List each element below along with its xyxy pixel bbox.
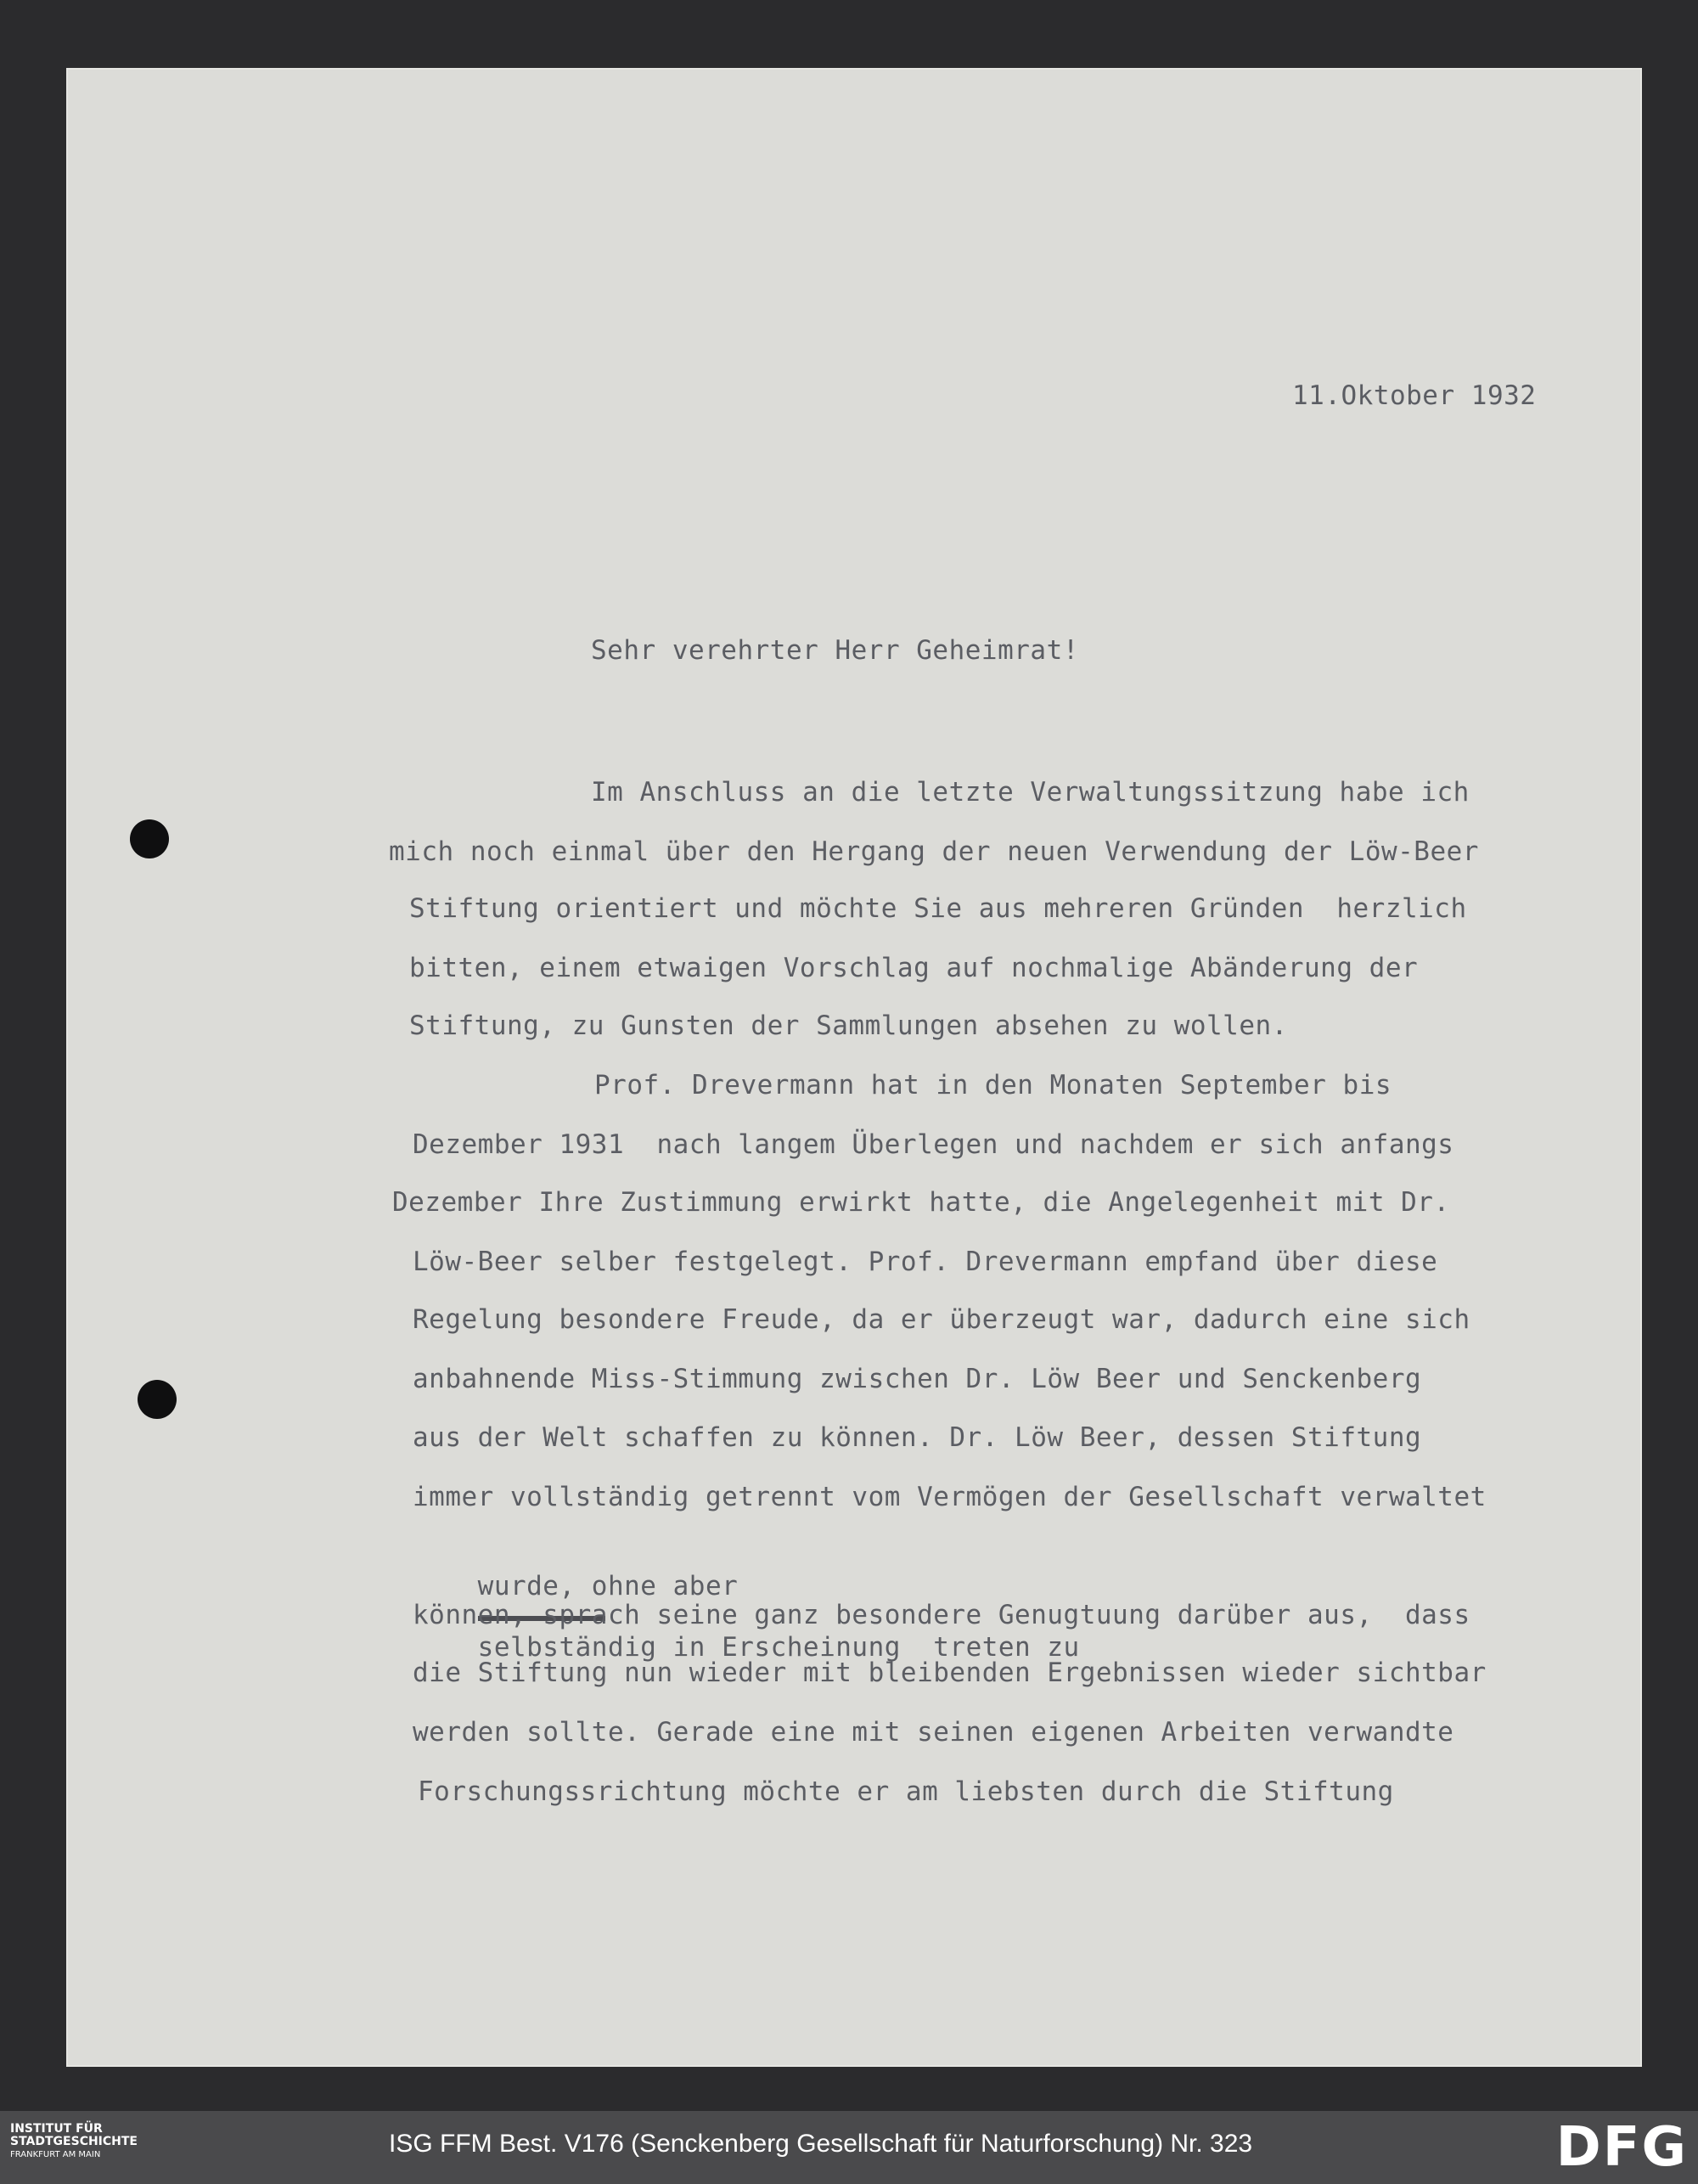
body-line: können, sprach seine ganz besondere Genugtuung darüber aus, dass (413, 1600, 1470, 1630)
body-line: aus der Welt schaffen zu können. Dr. Löw Beer, dessen Stiftung (413, 1422, 1422, 1453)
punch-hole-top (130, 819, 169, 858)
body-line: immer vollständig getrennt vom Vermögen der Gesellschaft verwaltet (413, 1482, 1487, 1512)
archive-caption: ISG FFM Best. V176 (Senckenberg Gesellschaft für Naturforschung) Nr. 323 (389, 2130, 1253, 2158)
body-line: Prof. Drevermann hat in den Monaten September bis (594, 1070, 1392, 1100)
archive-footer-bar (0, 2111, 1698, 2184)
body-line: Dezember Ihre Zustimmung erwirkt hatte, die Angelegenheit mit Dr. (392, 1187, 1450, 1218)
body-line: Stiftung, zu Gunsten der Sammlungen absehen zu wollen. (409, 1010, 1288, 1041)
institution-line: STADTGESCHICHTE (10, 2135, 138, 2148)
body-line: bitten, einem etwaigen Vorschlag auf nochmalige Abänderung der (409, 953, 1419, 983)
body-line: Im Anschluss an die letzte Verwaltungssitzung habe ich (591, 777, 1470, 808)
letter-date: 11.Oktober 1932 (1292, 380, 1537, 411)
institution-logo (10, 2123, 138, 2161)
body-line: Dezember 1931 nach langem Überlegen und nachdem er sich anfangs (413, 1129, 1454, 1160)
body-line: Stiftung orientiert und möchte Sie aus mehreren Gründen herzlich (409, 893, 1467, 924)
dfg-logo: DFG (1555, 2116, 1688, 2179)
letter-sheet (68, 70, 1640, 2065)
body-line: werden sollte. Gerade eine mit seinen eigenen Arbeiten verwandte (413, 1717, 1454, 1748)
body-line: selbständig in Erscheinung treten zu (477, 1632, 1080, 1663)
body-line: wurde, ohne aber (477, 1571, 739, 1601)
institution-line: INSTITUT FÜR (10, 2122, 103, 2136)
body-line: mich noch einmal über den Hergang der neuen Verwendung der Löw-Beer (389, 836, 1479, 867)
body-line: die Stiftung nun wieder mit bleibenden Ergebnissen wieder sichtbar (413, 1658, 1487, 1688)
punch-hole-bottom (138, 1380, 177, 1419)
body-line: Regelung besondere Freude, da er überzeugt war, dadurch eine sich (413, 1304, 1470, 1335)
institution-line: FRANKFURT AM MAIN (10, 2150, 101, 2159)
letter-salutation: Sehr verehrter Herr Geheimrat! (591, 635, 1079, 666)
body-line: Löw-Beer selber festgelegt. Prof. Drevermann empfand über diese (413, 1247, 1438, 1277)
body-line: anbahnende Miss-Stimmung zwischen Dr. Löw Beer und Senckenberg (413, 1364, 1422, 1394)
body-line: Forschungssrichtung möchte er am liebsten durch die Stiftung (418, 1776, 1394, 1807)
